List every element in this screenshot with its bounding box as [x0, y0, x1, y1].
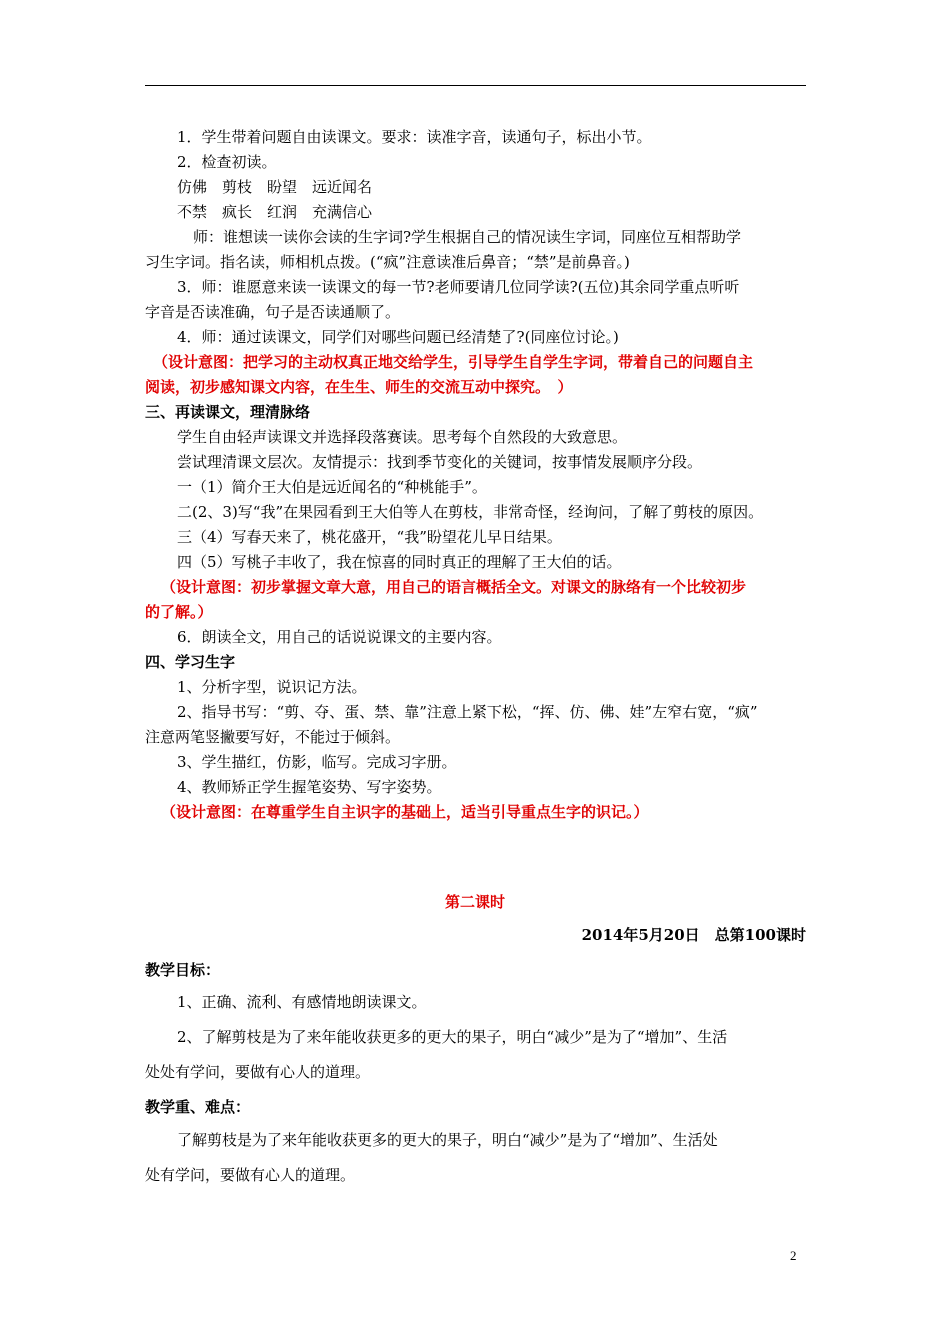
part-2: 二(2、3)写“我”在果园看到王大伯等人在剪枝，非常奇怪，经询问，了解了剪枝的原因。 [177, 503, 764, 521]
goals-heading: 教学目标： [145, 961, 221, 979]
design-note-1b: 阅读，初步感知课文内容，在生生、师生的交流互动中探究。 ） [145, 378, 573, 396]
step-4: 4．师：通过读课文，同学们对哪些问题已经清楚了?(同座位讨论。) [177, 328, 619, 346]
section-heading-3: 三、再读课文，理清脉络 [145, 403, 311, 421]
part-1: 一（1）简介王大伯是远近闻名的“种桃能手”。 [177, 478, 487, 496]
char-step-4: 4、教师矫正学生握笔姿势、写字姿势。 [177, 778, 442, 796]
goal-1: 1、正确、流利、有感情地朗读课文。 [177, 993, 427, 1011]
step-3b: 字音是否读准确，句子是否读通顺了。 [145, 303, 401, 321]
char-step-2a: 2、指导书写：“剪、夺、蛋、禁、靠”注意上紧下松，“挥、仿、佛、娃”左窄右宽，“疯” [177, 703, 758, 721]
goal-2b: 处处有学问，要做有心人的道理。 [145, 1063, 371, 1081]
key-point-a: 了解剪枝是为了来年能收获更多的更大的果子，明白“减少”是为了“增加”、生活处 [177, 1131, 718, 1149]
design-note-2b: 的了解。） [145, 603, 213, 621]
step-3a: 3．师：谁愿意来读一读课文的每一节?老师要请几位同学读?(五位)其余同学重点听听 [177, 278, 740, 296]
reading-line-1: 学生自由轻声读课文并选择段落赛读。思考每个自然段的大致意思。 [177, 428, 628, 446]
design-note-3: （设计意图：在尊重学生自主识字的基础上，适当引导重点生字的识记。） [161, 803, 649, 821]
step-6: 6．朗读全文，用自己的话说说课文的主要内容。 [177, 628, 502, 646]
date-line: 2014年5月20日 总第100课时 [581, 926, 806, 944]
section-heading-4: 四、学习生字 [145, 653, 236, 671]
teacher-line-b: 习生字词。指名读，师相机点拨。(“疯”注意读准后鼻音；“禁”是前鼻音。) [145, 253, 630, 271]
step-1: 1．学生带着问题自由读课文。要求：读准字音，读通句子，标出小节。 [177, 128, 652, 146]
reading-line-2: 尝试理清课文层次。友情提示：找到季节变化的关键词，按事情发展顺序分段。 [177, 453, 703, 471]
char-step-3: 3、学生描红，仿影，临写。完成习字册。 [177, 753, 457, 771]
design-note-1a: （设计意图：把学习的主动权真正地交给学生，引导学生自学生字词，带着自己的问题自主 [153, 353, 754, 371]
part-4: 四（5）写桃子丰收了，我在惊喜的同时真正的理解了王大伯的话。 [177, 553, 622, 571]
page-number: 2 [790, 1248, 797, 1263]
word-row-1: 仿佛 剪枝 盼望 远近闻名 [177, 178, 373, 196]
char-step-2b: 注意两笔竖撇要写好，不能过于倾斜。 [145, 728, 401, 746]
part-3: 三（4）写春天来了，桃花盛开，“我”盼望花儿早日结果。 [177, 528, 562, 546]
key-point-b: 处有学问，要做有心人的道理。 [145, 1166, 356, 1184]
char-step-1: 1、分析字型，说识记方法。 [177, 678, 367, 696]
key-points-heading: 教学重、难点： [145, 1098, 251, 1116]
header-rule [145, 85, 806, 86]
design-note-2a: （设计意图：初步掌握文章大意，用自己的语言概括全文。对课文的脉络有一个比较初步 [161, 578, 747, 596]
lesson-title: 第二课时 [444, 893, 505, 911]
teacher-line-a: 师：谁想读一读你会读的生字词?学生根据自己的情况读生字词，同座位互相帮助学 [193, 228, 742, 246]
goal-2a: 2、了解剪枝是为了来年能收获更多的更大的果子，明白“减少”是为了“增加”、生活 [177, 1028, 728, 1046]
word-row-2: 不禁 疯长 红润 充满信心 [177, 203, 373, 221]
step-2: 2．检查初读。 [177, 153, 277, 171]
